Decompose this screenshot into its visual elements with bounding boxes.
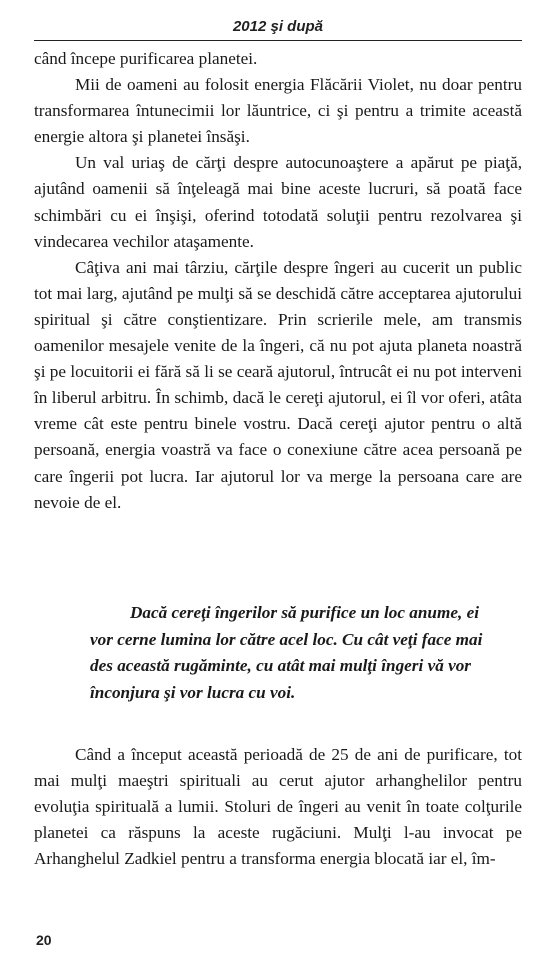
main-text xyxy=(34,46,522,516)
highlighted-quote xyxy=(90,600,490,706)
paragraph-1: când începe purificarea planetei. xyxy=(34,49,258,68)
header-rule xyxy=(34,40,522,41)
paragraph-4: Câţiva ani mai târziu, cărţile despre îngeri au cucerit un public tot mai larg, ajutând pe mulţi să se deschidă către acceptarea ajutorului spiritual şi către conştientizare. Prin scrierile mele, am transmis oamenilor mesajele venite de la îngeri, că nu pot ajuta planeta noastră şi pe locuitorii ei fără să li se ceară ajutorul, întrucât ei nu pot interveni în liberul arbitru. În schimb, dacă le cereţi ajutorul, ei îl vor oferi, atâta vreme cât este pentru binele vostru. Dacă cereţi ajutor pentru o altă persoană, energia voastră va face o conexiune către acea persoană pe care îngerii pot lucra. Iar ajutorul lor va merge la persoana care are nevoie de el. xyxy=(34,257,522,512)
page-number: 20 xyxy=(36,932,52,948)
main-text-continued xyxy=(34,742,522,872)
running-header: 2012 şi după xyxy=(232,18,324,35)
paragraph-2: Mii de oameni au folosit energia Flăcării Violet, nu doar pentru transformarea întunecimii lor lăuntrice, ci şi pentru a trimite această energie altora şi planetei însăşi. xyxy=(34,75,522,147)
paragraph-3: Un val uriaş de cărţi despre autocunoaştere a apărut pe piaţă, ajutând oamenii să înţeleagă mai bine aceste lucruri, să poată face schimbări cu ei înşişi, oferind totodată soluţii pentru rezolvarea şi vindecarea vechilor ataşamente. xyxy=(34,153,522,251)
quote-text: Dacă cereţi îngerilor să purifice un loc anume, ei vor cerne lumina lor către acel loc. Cu cât veţi face mai des această rugăminte, cu atât mai mulţi îngeri vă vor înconjura şi vor lucra cu voi. xyxy=(90,603,483,702)
paragraph-5: Când a început această perioadă de 25 de ani de purificare, tot mai mulţi maeştri spirituali au cerut ajutor arhanghelilor pentru evoluţia spirituală a lumii. Stoluri de îngeri au venit în toate colţurile planetei ca răspuns la aceste rugăciuni. Mulţi l-au invocat pe Arhanghelul Zadkiel pentru a transforma energia blocată iar el, îm- xyxy=(34,745,522,869)
